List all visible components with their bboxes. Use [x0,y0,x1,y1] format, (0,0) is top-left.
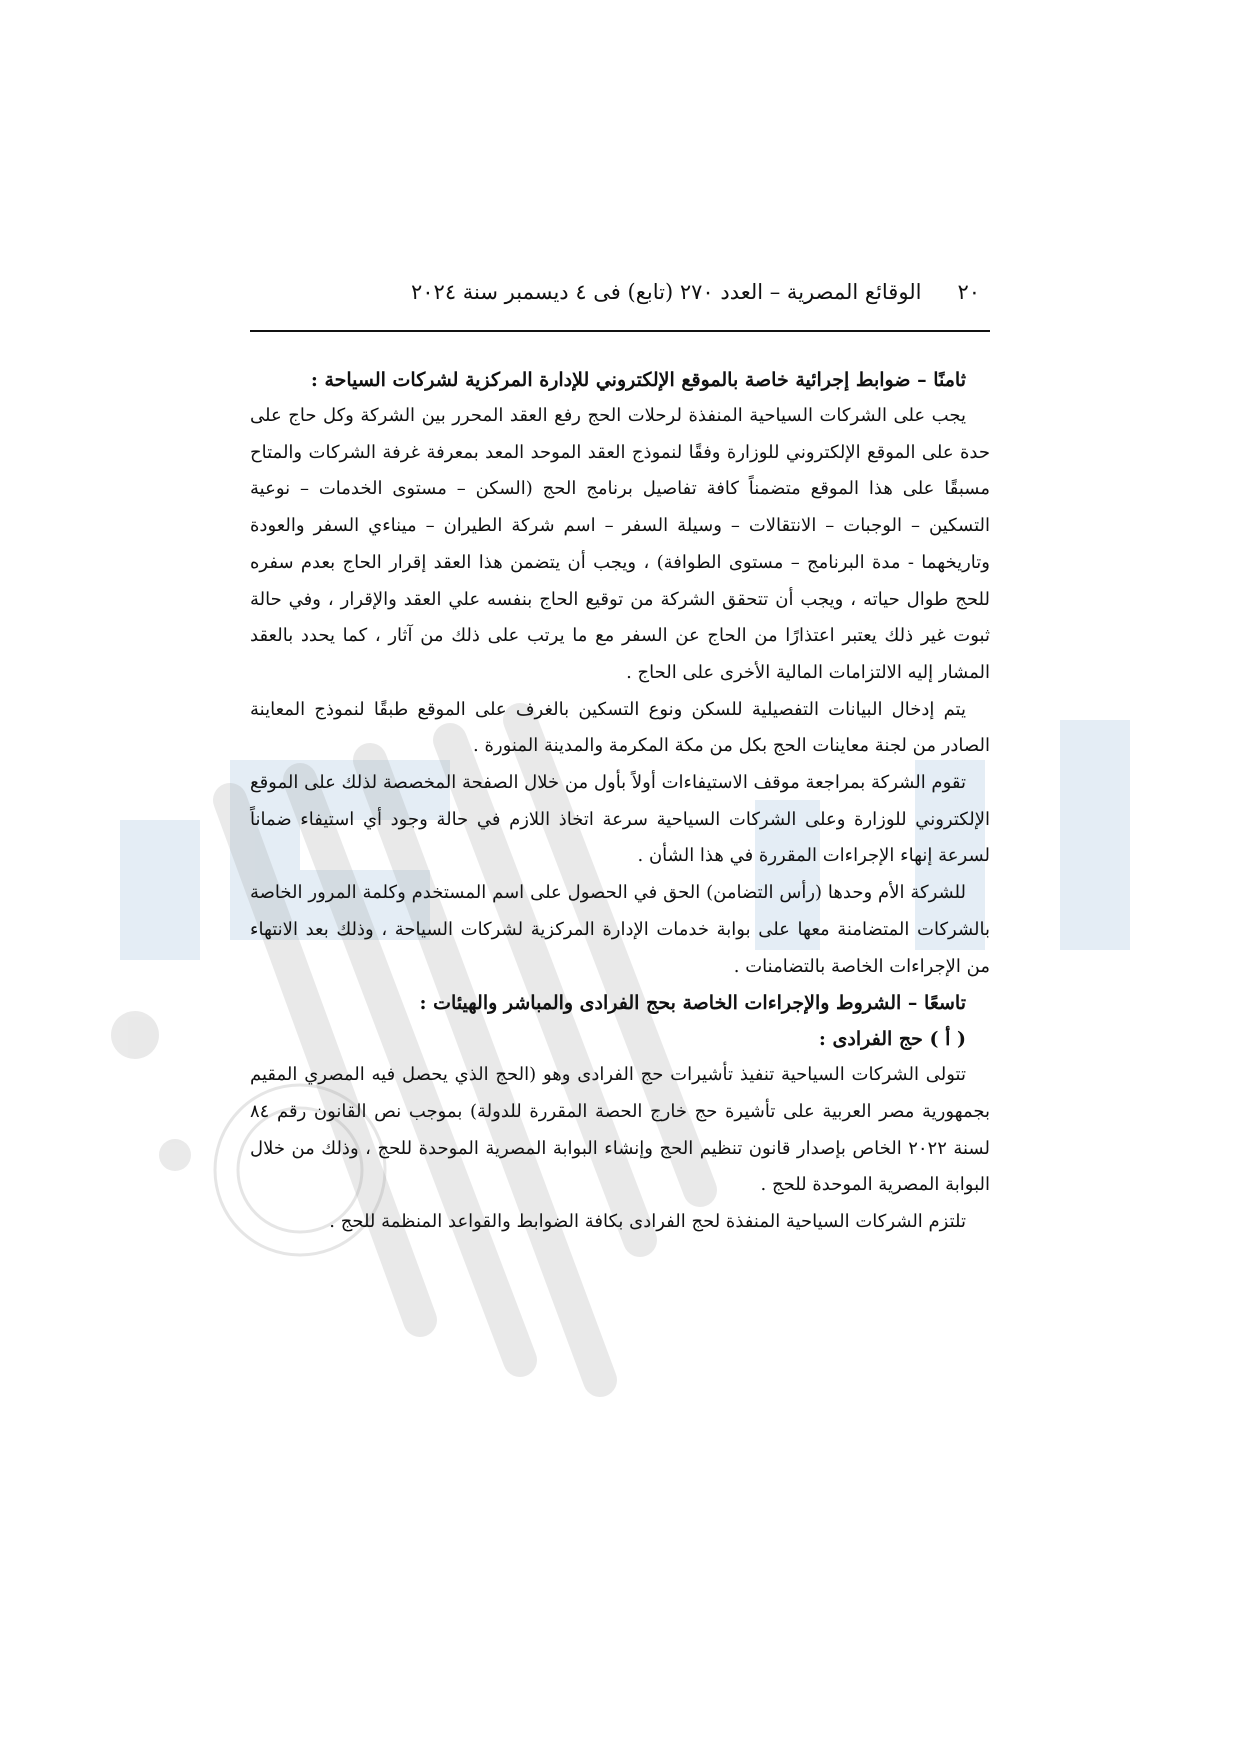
paragraph: تتولى الشركات السياحية تنفيذ تأشيرات حج الفرادى وهو (الحج الذي يحصل فيه المصري المقيم بجمهورية مصر العربية على تأشيرة حج خارج الحصة المقررة للدولة) بموجب نص القانون رقم ٨٤ لسنة ٢٠٢٢ الخاص بإصدار قانون تنظيم الحج وإنشاء البوابة المصرية الموحدة للحج ، وذلك من خلال البوابة المصرية الموحدة للحج . [250,1064,990,1196]
section-title-ninth: تاسعًا – الشروط والإجراءات الخاصة بحج الفرادى والمباشر والهيئات : [419,992,966,1015]
paragraph: يتم إدخال البيانات التفصيلية للسكن ونوع التسكين بالغرف على الموقع طبقًا لنموذج المعاينة الصادر من لجنة معاينات الحج بكل من مكة المكرمة والمدينة المنورة . [250,698,990,757]
header-rule [250,330,990,332]
paragraph: تقوم الشركة بمراجعة موقف الاستيفاءات أولاً بأول من خلال الصفحة المخصصة لذلك على الموقع الإلكتروني للوزارة وعلى الشركات السياحية سرعة اتخاذ اللازم في حالة وجود أي استيفاء ضماناً لسرعة إنهاء الإجراءات المقررة في هذا الشأن . [250,772,990,867]
subsection-title: ( أ ) حج الفرادى : [818,1028,966,1051]
paragraph: يجب على الشركات السياحية المنفذة لرحلات الحج رفع العقد المحرر بين الشركة وكل حاج على حدة على الموقع الإلكتروني للوزارة وفقًا لنموذج العقد الموحد المعد بمعرفة غرفة الشركات والمتاح مسبقًا على هذا الموقع متضمناً كافة تفاصيل برنامج الحج (السكن – مستوى الخدمات – نوعية التسكين – الوجبات – الانتقالات – وسيلة السفر – اسم شركة الطيران – ميناءي السفر والعودة وتاريخهما - مدة البرنامج – مستوى الطوافة) ، ويجب أن يتضمن هذا العقد إقرار الحاج بعدم سفره للحج طوال حياته ، ويجب أن تتحقق الشركة من توقيع الحاج بنفسه علي العقد والإقرار ، وفي حالة ثبوت غير ذلك يعتبر اعتذارًا من الحاج عن السفر مع ما يرتب على ذلك من آثار ، كما يحدد بالعقد المشار إليه الالتزامات المالية الأخرى على الحاج . [250,405,990,683]
section-title-eighth: ثامنًا – ضوابط إجرائية خاصة بالموقع الإلكتروني للإدارة المركزية لشركات السياحة : [310,369,966,391]
paragraph: تلتزم الشركات السياحية المنفذة لحج الفرادى بكافة الضوابط والقواعد المنظمة للحج . [329,1211,966,1233]
document-page [250,280,990,1241]
page-number: ٢٠ [957,280,980,304]
page-header [250,280,990,324]
paragraph: للشركة الأم وحدها (رأس التضامن) الحق في الحصول على اسم المستخدم وكلمة المرور الخاصة بالشركات المتضامنة معها على بوابة خدمات الإدارة المركزية لشركات السياحة ، وذلك بعد الانتهاء من الإجراءات الخاصة بالتضامنات . [250,882,990,977]
publication-header: الوقائع المصرية – العدد ٢٧٠ (تابع) فى ٤ ديسمبر سنة ٢٠٢٤ [410,280,922,304]
